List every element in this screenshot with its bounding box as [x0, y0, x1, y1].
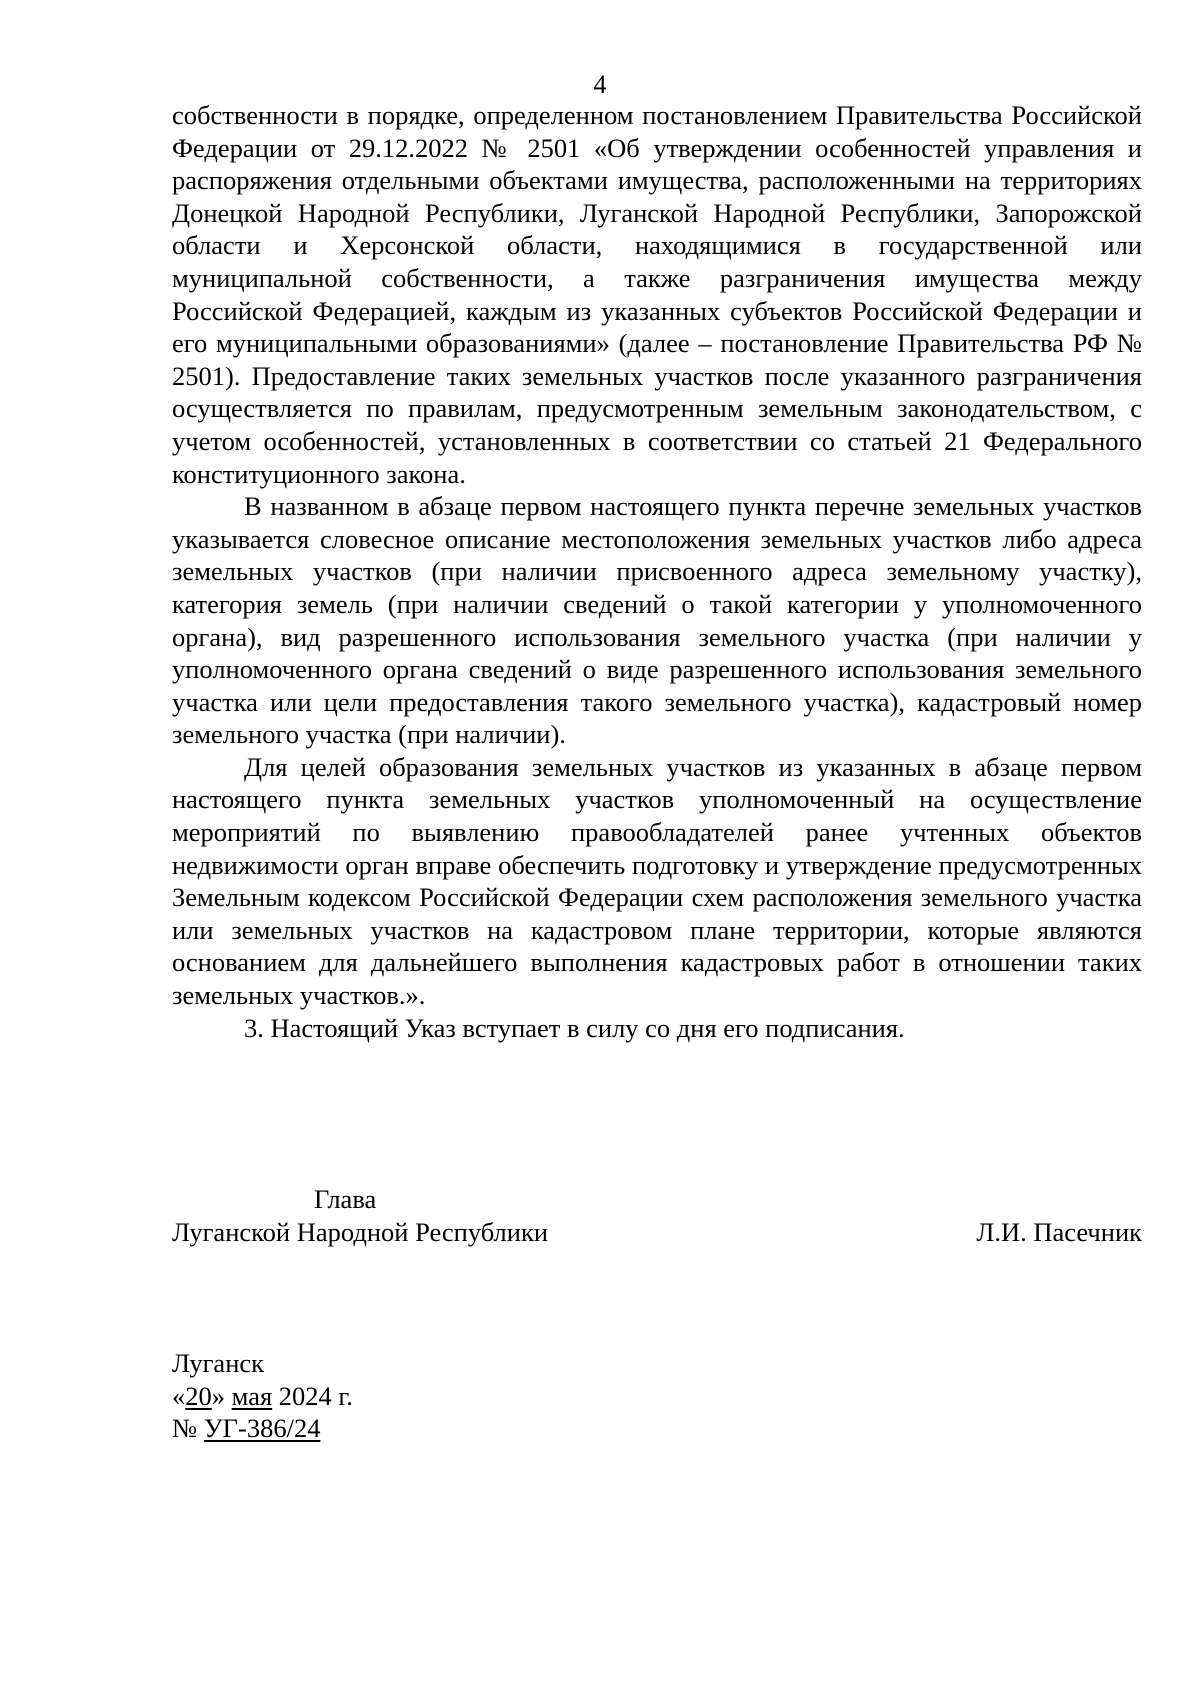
date-day: 20	[185, 1380, 212, 1411]
signature-position: Луганской Народной Республики	[172, 1217, 549, 1247]
paragraph-parcel-formation: Для целей образования земельных участков из указанных в абзаце первом настоящего пункта земельных участков уполномоченный на осуществление мероприятий по выявлению правообладателей ранее учтенных объектов недвижимости орган вправе обеспечить подготовку и утверждение предусмотренных Земельным кодексом Российской Федерации схем расположения земельного участка или земельных участков на кадастровом плане территории, которые являются основанием для дальнейшего выполнения кадастровых работ в отношении таких земельных участков.».	[172, 751, 1142, 1011]
signature-row	[172, 1216, 1142, 1249]
signature-block	[172, 1183, 1142, 1249]
page-number: 4	[593, 70, 607, 99]
paragraph-entry-into-force: 3. Настоящий Указ вступает в силу со дня его подписания.	[244, 1012, 905, 1043]
document-body	[172, 99, 1142, 1044]
document-footer	[172, 1347, 772, 1445]
date-open-quote: «	[172, 1380, 186, 1411]
date-month: мая	[231, 1380, 273, 1411]
signatory-name: Л.И. Пасечник	[976, 1217, 1142, 1247]
signature-title: Глава	[314, 1184, 377, 1214]
issue-date	[172, 1380, 772, 1413]
paragraph-continuation: собственности в порядке, определенном постановлением Правительства Российской Федерации от 29.12.2022 № 2501 «Об утверждении особенностей управления и распоряжения отдельными объектами имущества, расположенными на территориях Донецкой Народной Республики, Луганской Народной Республики, Запорожской области и Херсонской области, находящимися в государственной или муниципальной собственности, а также разграничения имущества между Российской Федерацией, каждым из указанных субъектов Российской Федерации и его муниципальными образованиями» (далее – постановление Правительства РФ № 2501). Предоставление таких земельных участков после указанного разграничения осуществляется по правилам, предусмотренным земельным законодательством, с учетом особенностей, установленных в соответствии со статьей 21 Федерального конституционного закона.	[172, 100, 1142, 489]
decree-number	[172, 1412, 772, 1445]
paragraph-parcel-list-description: В названном в абзаце первом настоящего пункта перечне земельных участков указывается словесное описание местоположения земельных участков либо адреса земельных участков (при наличии присвоенного адреса земельному участку), категория земель (при наличии сведений о такой категории у уполномоченного органа), вид разрешенного использования земельного участка (при наличии у уполномоченного органа сведений о виде разрешенного использования земельного участка или цели предоставления такого земельного участка), кадастровый номер земельного участка (при наличии).	[172, 491, 1142, 750]
date-year: 2024 г.	[278, 1380, 353, 1411]
issue-city: Луганск	[172, 1348, 265, 1378]
number-sign: №	[172, 1413, 198, 1443]
decree-number-value: УГ-386/24	[203, 1413, 321, 1443]
date-close-quote: »	[211, 1380, 225, 1411]
